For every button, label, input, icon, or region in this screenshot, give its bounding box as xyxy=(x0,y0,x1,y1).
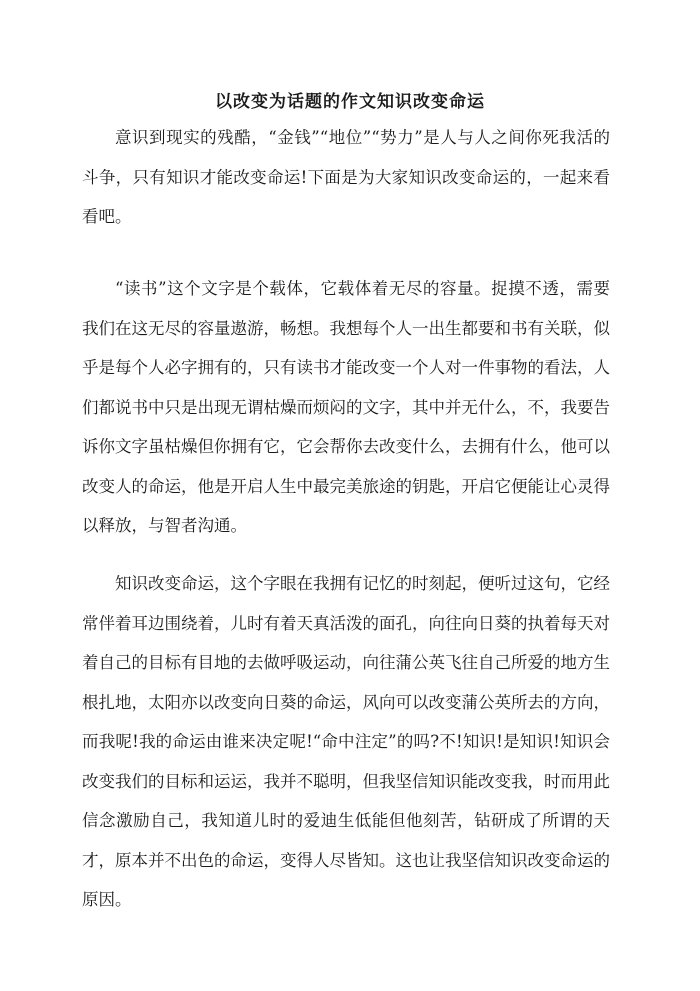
paragraph-intro: 意识到现实的残酷，“金钱”“地位”“势力”是人与人之间你死我活的斗争，只有知识才能改变命运!下面是为大家知识改变命运的，一起来看看吧。 xyxy=(82,128,610,226)
paragraph-reading: “读书”这个文字是个载体，它载体着无尽的容量。捉摸不透，需要我们在这无尽的容量遨游，畅想。我想每个人一出生都要和书有关联，似乎是每个人必字拥有的，只有读书才能改变一个人对一件事物的看法，人们都说书中只是出现无谓枯燥而烦闷的文字，其中并无什么，不，我要告诉你文字虽枯燥但你拥有它，它会帮你去改变什么，去拥有什么，他可以改变人的命运，他是开启人生中最完美旅途的钥匙，开启它便能让心灵得以释放，与智者沟通。 xyxy=(82,279,610,535)
document-title: 以改变为话题的作文知识改变命运 xyxy=(215,92,485,112)
paragraph-knowledge: 知识改变命运，这个字眼在我拥有记忆的时刻起，便听过这句，它经常伴着耳边围绕着，儿时有着天真活泼的面孔，向往向日葵的执着每天对着自己的目标有目地的去做呼吸运动，向往蒲公英飞往自己所爱的地方生根扎地，太阳亦以改变向日葵的命运，风向可以改变蒲公英所去的方向，而我呢!我的命运由谁来决定呢!“命中注定”的吗?不!知识!是知识!知识会改变我们的目标和运运，我并不聪明，但我坚信知识能改变我，时而用此信念激励自己，我知道儿时的爱迪生低能但他刻苦，钻研成了所谓的天才，原本并不出色的命运，变得人尽皆知。这也让我坚信知识改变命运的原因。 xyxy=(82,574,610,909)
